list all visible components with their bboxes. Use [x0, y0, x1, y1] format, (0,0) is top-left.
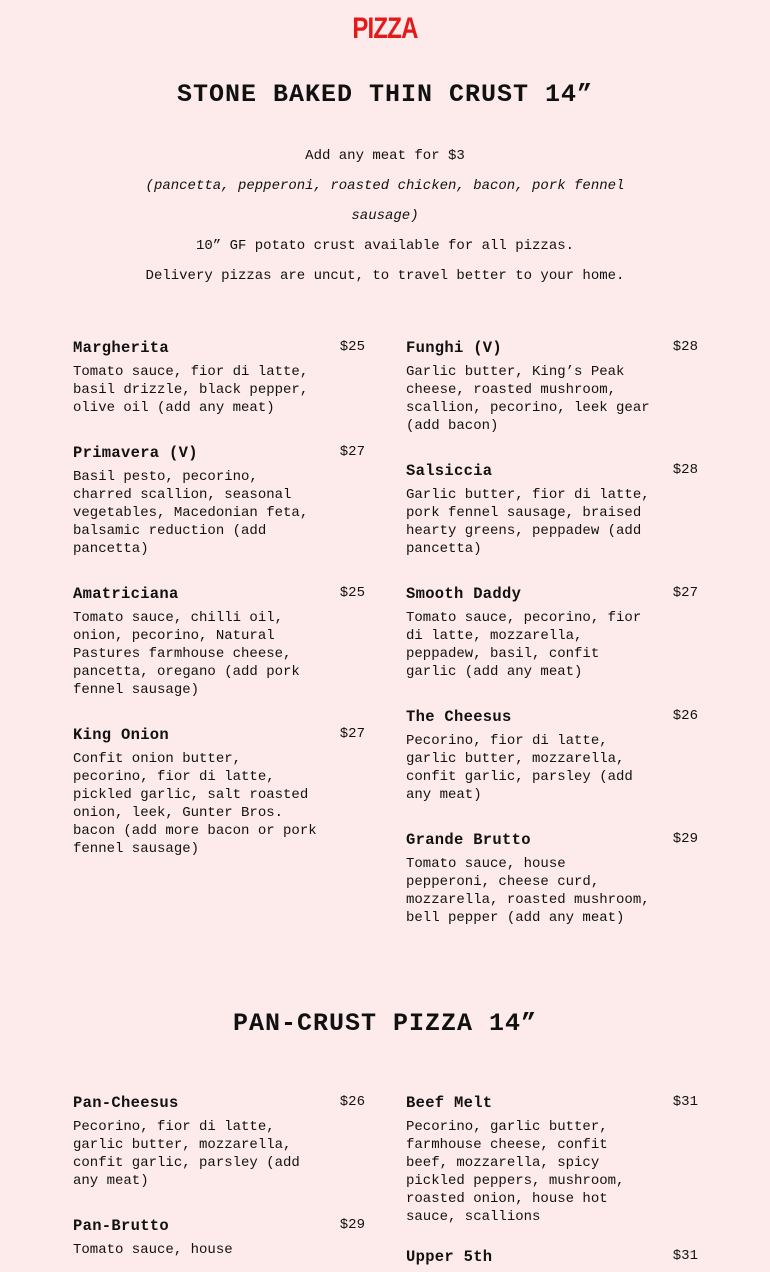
item-name: Grande Brutto: [406, 831, 531, 849]
item-description: Pecorino, garlic butter, farmhouse cheese, confit beef, mozzarella, spicy pickled peppers, mushroom, roasted onion, house hot sauce, scallions: [406, 1119, 625, 1225]
item-name: Pan-Brutto: [73, 1217, 170, 1235]
menu-item: [406, 1248, 698, 1266]
item-price: $29: [339, 1217, 365, 1233]
brand-logo[interactable]: PIZZA: [352, 12, 418, 45]
menu-item: [73, 1217, 365, 1257]
item-name: Smooth Daddy: [406, 585, 522, 603]
item-price: $27: [672, 585, 698, 601]
item-name: Margherita: [73, 339, 170, 357]
item-name: Pan-Cheesus: [73, 1094, 179, 1112]
item-description: Garlic butter, King’s Peak cheese, roasted mushroom, scallion, pecorino, leek gear (add bacon): [406, 364, 650, 434]
item-description: Garlic butter, fior di latte, pork fennel sausage, braised hearty greens, peppadew (add pancetta): [406, 487, 650, 557]
item-description: Tomato sauce, chilli oil, onion, pecorino, Natural Pastures farmhouse cheese, pancetta, oregano (add pork fennel sausage): [73, 610, 300, 698]
item-price: $28: [672, 462, 698, 478]
intro-meat-addon: Add any meat for $3: [305, 148, 465, 164]
item-price: $27: [339, 444, 365, 460]
item-name: Primavera (V): [73, 444, 198, 462]
menu-item: [406, 585, 698, 708]
menu-item: [406, 831, 698, 954]
pan-crust-right-column: [406, 1094, 698, 1266]
thin-crust-left-column: [73, 339, 365, 867]
item-price: $29: [672, 831, 698, 847]
item-description: Tomato sauce, fior di latte, basil drizzle, black pepper, olive oil (add any meat): [73, 364, 309, 416]
item-price: $28: [672, 339, 698, 355]
item-description: Tomato sauce, pecorino, fior di latte, mozzarella, peppadew, basil, confit garlic (add any meat): [406, 610, 642, 680]
item-name: Salsiccia: [406, 462, 493, 480]
item-name: Funghi (V): [406, 339, 503, 357]
intro-gf-crust: 10” GF potato crust available for all pizzas.: [195, 238, 575, 254]
menu-item: [73, 339, 365, 444]
item-price: $26: [672, 708, 698, 724]
item-price: $31: [672, 1248, 698, 1264]
menu-item: [73, 1094, 365, 1217]
menu-item: [406, 462, 698, 585]
item-description: Pecorino, fior di latte, garlic butter, mozzarella, confit garlic, parsley (add any meat): [73, 1119, 300, 1189]
menu-item: [406, 339, 698, 462]
intro-delivery-note: Delivery pizzas are uncut, to travel better to your home.: [145, 268, 625, 284]
item-price: $25: [339, 585, 365, 601]
item-name: Amatriciana: [73, 585, 179, 603]
item-description: Basil pesto, pecorino, charred scallion, seasonal vegetables, Macedonian feta, balsamic reduction (add pancetta): [73, 469, 309, 557]
item-description: Tomato sauce, house: [73, 1242, 233, 1258]
item-price: $25: [339, 339, 365, 355]
item-price: $26: [339, 1094, 365, 1110]
item-name: The Cheesus: [406, 708, 512, 726]
menu-item: [406, 708, 698, 831]
item-name: Upper 5th: [406, 1248, 493, 1266]
menu-item: [406, 1094, 698, 1248]
intro-meat-list: (pancetta, pepperoni, roasted chicken, bacon, pork fennel: [145, 178, 625, 194]
item-description: Pecorino, fior di latte, garlic butter, mozzarella, confit garlic, parsley (add any meat): [406, 733, 633, 803]
intro-meat-list-cont: sausage): [351, 208, 419, 224]
item-name: Beef Melt: [406, 1094, 493, 1112]
item-price: $31: [672, 1094, 698, 1110]
item-name: King Onion: [73, 726, 170, 744]
item-description: Confit onion butter, pecorino, fior di latte, pickled garlic, salt roasted onion, leek, Gunter Bros. bacon (add more bacon or pork fennel sausage): [73, 751, 317, 857]
thin-crust-right-column: [406, 339, 698, 954]
section-title-thin-crust: STONE BAKED THIN CRUST 14”: [176, 80, 594, 109]
item-price: $27: [339, 726, 365, 742]
pan-crust-left-column: [73, 1094, 365, 1257]
menu-item: [73, 444, 365, 585]
menu-item: [73, 585, 365, 726]
section-title-pan-crust: PAN-CRUST PIZZA 14”: [232, 1009, 538, 1038]
item-description: Tomato sauce, house pepperoni, cheese curd, mozzarella, roasted mushroom, bell pepper (add any meat): [406, 856, 650, 926]
menu-item: [73, 726, 365, 867]
